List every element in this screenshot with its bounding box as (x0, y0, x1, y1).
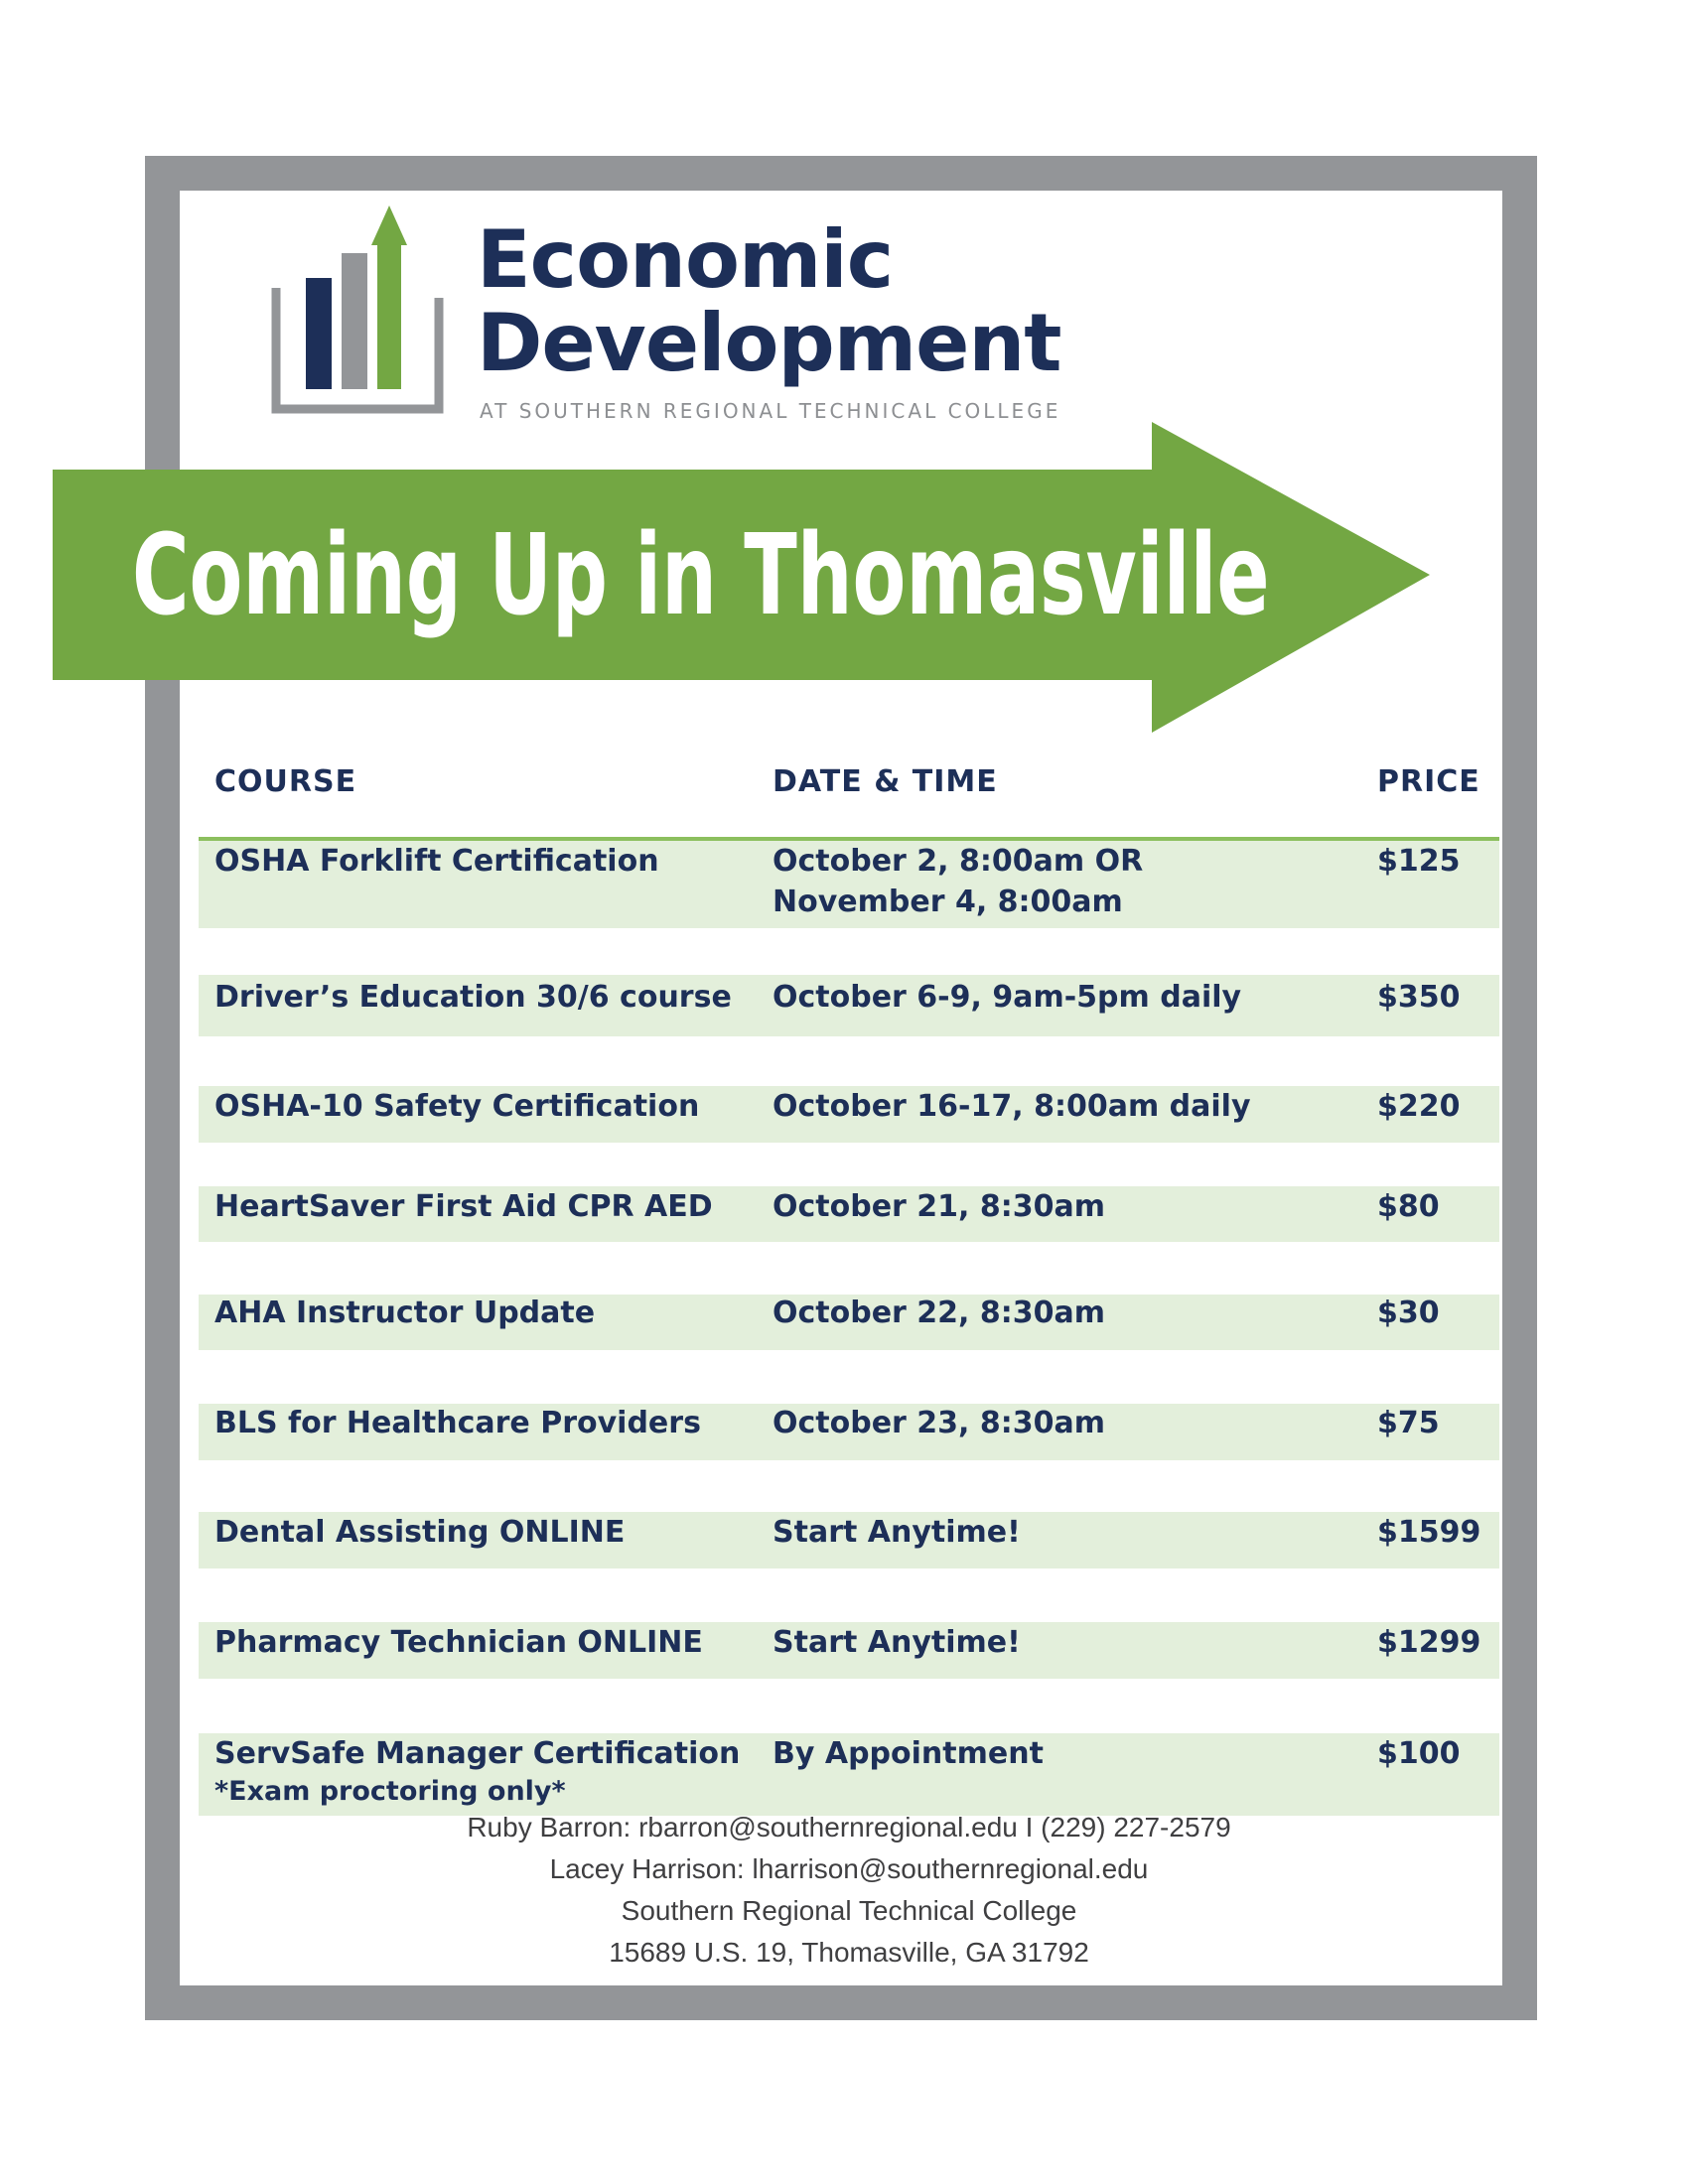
course-name: Dental Assisting ONLINE (214, 1515, 626, 1550)
table-row (199, 1295, 1499, 1350)
header-date-time: DATE & TIME (773, 764, 998, 799)
course-name: ServSafe Manager Certification (214, 1736, 741, 1771)
course-price: $75 (1377, 1406, 1440, 1440)
course-note: *Exam proctoring only* (214, 1776, 566, 1807)
table-row (199, 1733, 1499, 1816)
logo-title-line1: Economic (477, 213, 894, 306)
contact-lacey: Lacey Harrison: lharrison@southernregional.edu (549, 1853, 1149, 1884)
table-row (199, 841, 1499, 928)
course-date: October 2, 8:00am OR (773, 844, 1144, 879)
header-price: PRICE (1377, 764, 1480, 799)
course-date: By Appointment (773, 1736, 1044, 1771)
course-price: $1599 (1377, 1515, 1481, 1550)
course-date: October 16-17, 8:00am daily (773, 1089, 1251, 1124)
course-price: $1299 (1377, 1625, 1481, 1660)
logo-title-line2: Development (477, 297, 1061, 389)
course-price: $30 (1377, 1296, 1440, 1330)
table-row (199, 1186, 1499, 1242)
course-date: October 6-9, 9am-5pm daily (773, 980, 1242, 1015)
course-price: $350 (1377, 980, 1461, 1015)
course-date: Start Anytime! (773, 1515, 1021, 1550)
header-course: COURSE (214, 764, 357, 799)
course-price: $80 (1377, 1189, 1440, 1224)
course-price: $125 (1377, 844, 1461, 879)
course-name: OSHA-10 Safety Certification (214, 1089, 700, 1124)
course-name: AHA Instructor Update (214, 1296, 596, 1330)
course-name: OSHA Forklift Certification (214, 844, 659, 879)
course-name: Driver’s Education 30/6 course (214, 980, 732, 1015)
bar-chart-logo-icon (268, 204, 447, 417)
college-address: 15689 U.S. 19, Thomasville, GA 31792 (609, 1937, 1089, 1968)
course-date: October 22, 8:30am (773, 1296, 1106, 1330)
course-name: BLS for Healthcare Providers (214, 1406, 701, 1440)
table-row (199, 1404, 1499, 1460)
contact-ruby: Ruby Barron: rbarron@southernregional.edu I (229) 227-2579 (467, 1812, 1231, 1843)
table-row (199, 1086, 1499, 1143)
table-row (199, 1512, 1499, 1569)
table-row (199, 1622, 1499, 1679)
course-name: Pharmacy Technician ONLINE (214, 1625, 703, 1660)
course-price: $100 (1377, 1736, 1461, 1771)
course-price: $220 (1377, 1089, 1461, 1124)
logo-wordmark (477, 213, 1061, 389)
banner-title: Coming Up in Thomasville (132, 511, 1270, 640)
course-name: HeartSaver First Aid CPR AED (214, 1189, 713, 1224)
contact-block (199, 1807, 1499, 1974)
table-row (199, 975, 1499, 1036)
course-date-line2: November 4, 8:00am (773, 885, 1123, 919)
logo-subtitle: AT SOUTHERN REGIONAL TECHNICAL COLLEGE (480, 399, 1061, 423)
college-name: Southern Regional Technical College (621, 1895, 1077, 1926)
course-date: October 21, 8:30am (773, 1189, 1106, 1224)
course-date: Start Anytime! (773, 1625, 1021, 1660)
course-date: October 23, 8:30am (773, 1406, 1106, 1440)
